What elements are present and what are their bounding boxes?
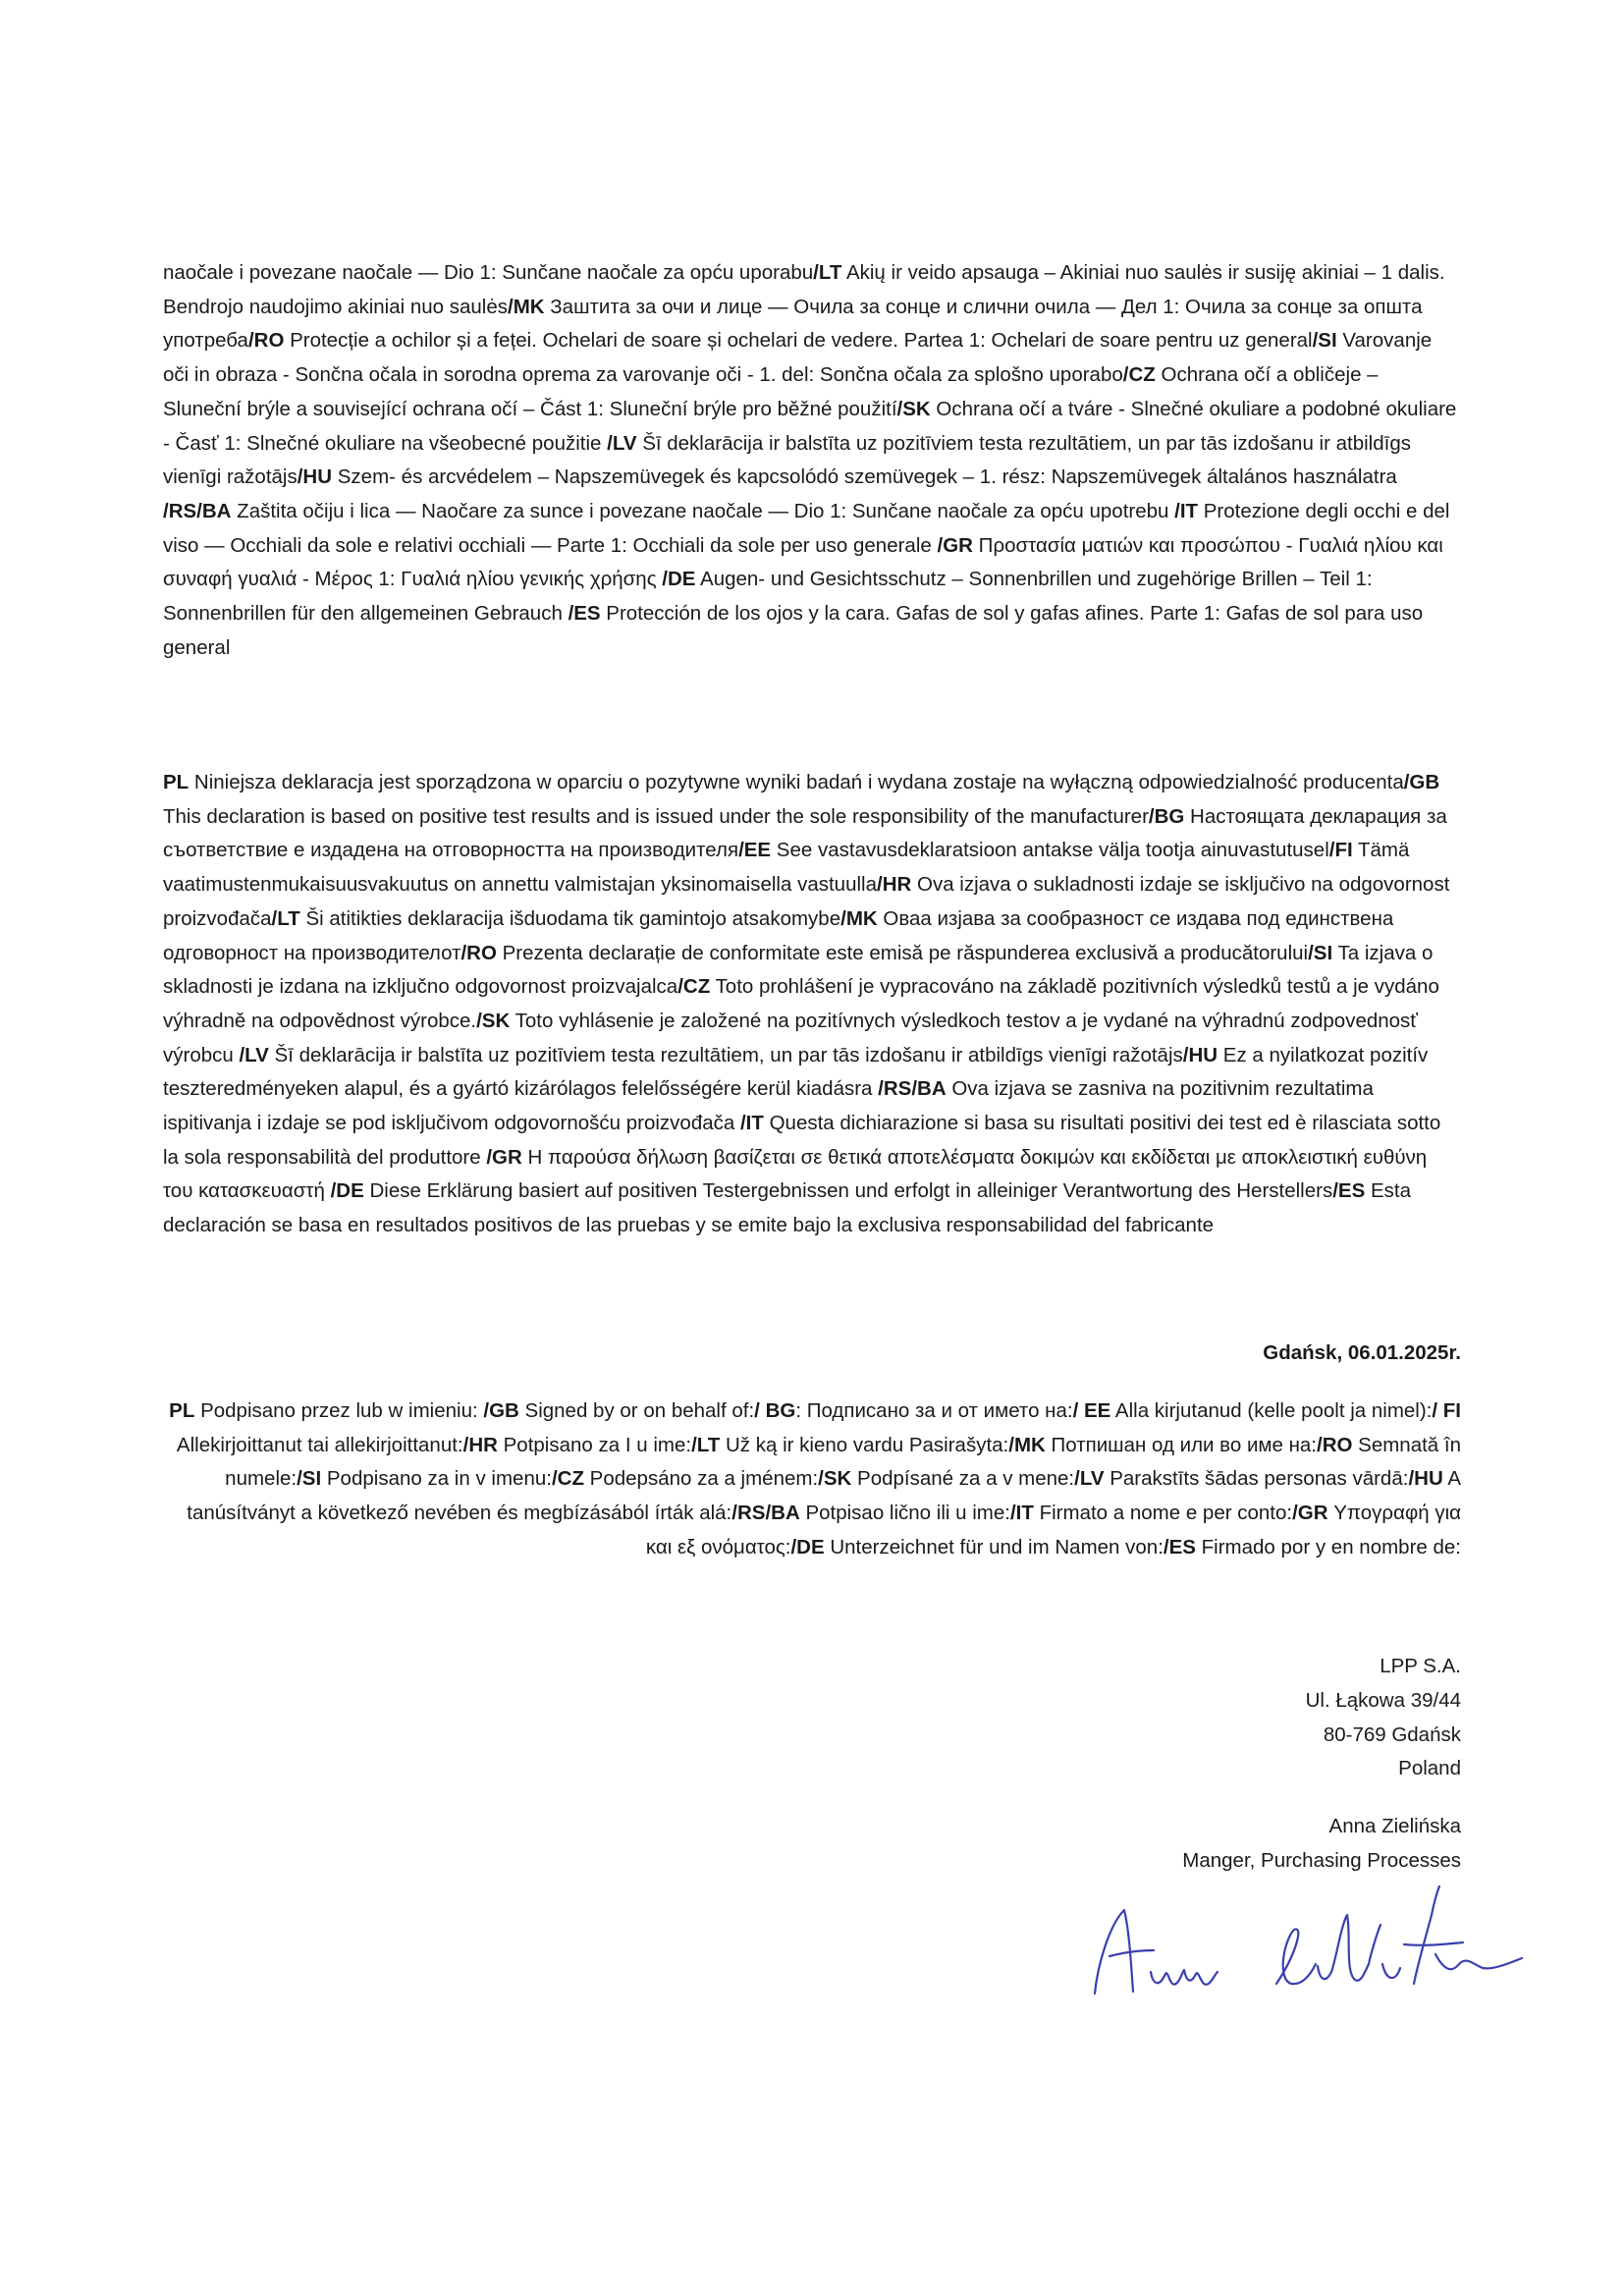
declaration-lang-code: /DE	[330, 1179, 364, 1203]
declaration-text: Ta izjava o skladnosti je izdana na izključno odgovornost proizvajalca	[163, 941, 1434, 999]
standards-paragraph	[163, 256, 1461, 665]
declaration-text: Ova izjava se zasniva na pozitivnim rezultatima ispitivanja i izdaje se pod isključivom odgovornošću proizvođača	[163, 1077, 1374, 1135]
declaration-lang-code: PL	[163, 771, 189, 793]
signed-by-text: Potpisao lično ili u ime:	[799, 1502, 1010, 1525]
declaration-lang-code: /CZ	[677, 975, 711, 999]
standard-text: Szem- és arcvédelem – Napszemüvegek és kapcsolódó szemüvegek – 1. rész: Napszemüvegek általános használatra	[332, 465, 1397, 489]
declaration-lang-code: /IT	[739, 1112, 764, 1135]
standard-text: Augen- und Gesichtsschutz – Sonnenbrillen und zugehörige Brillen – Teil 1: Sonnenbrillen für den allgemeinen Gebrauch	[163, 568, 1373, 626]
signed-by-lang-code: / EE	[1072, 1399, 1111, 1422]
signature-stroke-first-name	[1095, 1910, 1218, 1994]
declaration-lang-code: /ES	[1332, 1179, 1366, 1203]
declaration-text: Questa dichiarazione si basa su risultati positivi dei test ed è rilasciata sotto la sola responsabilità del produttore	[163, 1112, 1441, 1169]
declaration-text: Niniejsza deklaracja jest sporządzona w oparciu o pozytywne wyniki badań i wydana zostaje na wyłączną odpowiedzialność producenta	[189, 771, 1404, 793]
signature-stroke-last-name	[1276, 1886, 1522, 1984]
standard-lang-code: /ES	[568, 602, 601, 626]
declaration-text: Ova izjava o sukladnosti izdaje se isključivo na odgovornost proizvođača	[163, 873, 1450, 930]
standard-lang-code: /SI	[1312, 329, 1337, 353]
signed-by-lang-code: /HR	[462, 1433, 498, 1456]
declaration-lang-code: /GR	[486, 1145, 522, 1169]
signed-by-text: A tanúsítványt a következő nevében és megbízásából írták alá:	[187, 1467, 1461, 1525]
declaration-text: Настоящата декларация за съответствие е издадена на отговорността на производителя	[163, 804, 1447, 862]
declaration-text: See vastavusdeklaratsioon antakse välja tootja ainuvastutusel	[771, 839, 1329, 862]
signed-by-lang-code: /RO	[1317, 1433, 1353, 1456]
signed-by-lang-code: / BG	[754, 1399, 796, 1422]
standard-lang-code: /LT	[813, 261, 842, 284]
declaration-text: Ez a nyilatkozat pozitív teszteredményeken alapul, és a gyártó kizárólagos felelősségére kerül kiadásra	[163, 1043, 1429, 1101]
handwritten-signature	[1070, 1886, 1532, 2023]
signed-by-text: Podpisano przez lub w imieniu:	[194, 1399, 484, 1422]
standard-lang-code: /SK	[896, 397, 931, 420]
signed-by-lang-code: / FI	[1432, 1399, 1461, 1422]
signed-by-lang-code: /LV	[1074, 1467, 1105, 1491]
declaration-text: Оваа изјава за сообразност се издава под единствена одговорност на производителот	[163, 906, 1394, 964]
standard-lang-code: /MK	[508, 295, 545, 318]
declaration-lang-code: /EE	[738, 839, 772, 862]
standard-lang-code: /RS/BA	[163, 499, 232, 522]
declaration-text: Toto prohlášení je vypracováno na základě pozitivních výsledků testů a je vydáno výhradně na odpovědnost výrobce.	[163, 975, 1439, 1032]
standard-lang-code: /GR	[937, 533, 973, 557]
declaration-text: Tämä vaatimustenmukaisuusvakuutus on annettu valmistajan yksinomaisella vastuulla	[163, 839, 1410, 897]
declaration-lang-code: /LT	[271, 906, 300, 930]
signed-by-text: Podpísané za a v mene:	[851, 1467, 1075, 1491]
standard-text: Ochrana očí a tváre - Slnečné okuliare a podobné okuliare - Časť 1: Slnečné okuliare na všeobecné použitie	[163, 397, 1457, 455]
signed-by-lang-code: /DE	[790, 1535, 825, 1558]
standard-lang-code: /LV	[607, 431, 637, 455]
declaration-lang-code: /SI	[1308, 941, 1333, 964]
standard-text: Protecție a ochilor și a feței. Ochelari de soare și ochelari de vedere. Partea 1: Ochelari de soare pentru uz general	[284, 329, 1313, 353]
declaration-lang-code: /GB	[1403, 771, 1440, 793]
signed-by-lang-code: PL	[169, 1399, 195, 1422]
signatory-title: Manger, Purchasing Processes	[1182, 1848, 1461, 1872]
signed-by-text: Potpisano za I u ime:	[497, 1433, 692, 1456]
declaration-lang-code: /RS/BA	[878, 1077, 947, 1101]
signed-by-lang-code: /ES	[1163, 1535, 1196, 1558]
signed-by-text: Alla kirjutanud (kelle poolt ja nimel):	[1110, 1399, 1433, 1422]
declaration-text: Prezenta declarație de conformitate este emisă pe răspunderea exclusivă a producătorului	[496, 941, 1309, 964]
standard-text: Protección de los ojos y la cara. Gafas de sol y gafas afines. Parte 1: Gafas de sol para uso general	[163, 602, 1424, 659]
standard-text: Заштита за очи и лице — Очила за сонце и слични очила — Дел 1: Очила за сонце за општа употреба	[163, 295, 1423, 353]
declaration-lang-code: /HU	[1182, 1043, 1218, 1066]
company-country: Poland	[1398, 1757, 1461, 1780]
declaration-text: H παρούσα δήλωση βασίζεται σε θετικά αποτελέσματα δοκιμών και εκδίδεται με αποκλειστική ευθύνη του κατασκευαστή	[163, 1145, 1428, 1203]
signed-by-text: Unterzeichnet für und im Namen von:	[824, 1535, 1164, 1558]
standard-text: Προστασία ματιών και προσώπου - Γυαλιά ηλίου και συναφή γυαλιά - Μέρος 1: Γυαλιά ηλίου γενικής χρήσης	[163, 533, 1443, 591]
standard-lang-code: /DE	[662, 568, 696, 591]
signed-by-text: Потпишан од или во име на:	[1045, 1433, 1317, 1456]
signed-by-lang-code: /CZ	[551, 1467, 584, 1491]
standard-text: Ochrana očí a obličeje – Sluneční brýle a související ochrana očí – Část 1: Sluneční brýle pro běžné použití	[163, 363, 1379, 420]
signed-by-lang-code: /IT	[1009, 1502, 1034, 1525]
declaration-lang-code: /SK	[476, 1009, 511, 1032]
standard-text: Protezione degli occhi e del viso — Occhiali da sole e relativi occhiali — Parte 1: Occhiali da sole per uso generale	[163, 499, 1450, 557]
signed-by-text: Už ką ir kieno vardu Pasirašyta:	[720, 1433, 1009, 1456]
company-street: Ul. Łąkowa 39/44	[1305, 1688, 1461, 1712]
declaration-lang-code: /HR	[877, 873, 912, 897]
signed-by-text: Allekirjoittanut tai allekirjoittanut:	[176, 1433, 463, 1456]
company-city: 80-769 Gdańsk	[1323, 1722, 1461, 1746]
signed-by-text: : Подписано за и от името на:	[795, 1399, 1073, 1422]
company-address	[1306, 1650, 1461, 1786]
declaration-lang-code: /BG	[1148, 804, 1185, 828]
standard-text: Šī deklarācija ir balstīta uz pozitīviem testa rezultātiem, un par tās izdošanu ir atbildīgs vienīgi ražotājs	[163, 431, 1411, 489]
declaration-lang-code: /MK	[840, 906, 878, 930]
signed-by-lang-code: /GR	[1292, 1502, 1328, 1525]
signed-by-text: Firmato a nome e per conto:	[1033, 1502, 1293, 1525]
signed-by-lang-code: /SI	[297, 1467, 322, 1491]
standard-text: Akių ir veido apsauga – Akiniai nuo saulės ir susiję akiniai – 1 dalis. Bendrojo naudojimo akiniai nuo saulės	[163, 261, 1445, 318]
signed-by-lang-code: /LT	[691, 1433, 721, 1456]
signed-by-text: Podpisano za in v imenu:	[321, 1467, 552, 1491]
signed-by-text: Podepsáno za a jménem:	[583, 1467, 819, 1491]
declaration-text: This declaration is based on positive test results and is issued under the sole responsibility of the manufacturer	[163, 804, 1149, 828]
standard-lang-code: /CZ	[1122, 363, 1156, 387]
signed-by-text: Semnată în numele:	[225, 1433, 1461, 1491]
declaration-lang-code: /LV	[239, 1043, 269, 1066]
signed-by-lang-code: /GB	[483, 1399, 519, 1422]
place-date: Gdańsk, 06.01.2025r.	[1263, 1341, 1461, 1364]
standard-text: Varovanje oči in obraza - Sončna očala in sorodna oprema za varovanje oči - 1. del: Sončna očala za splošno uporabo	[163, 329, 1433, 387]
declaration-text: Šī deklarācija ir balstīta uz pozitīviem testa rezultātiem, un par tās izdošanu ir atbildīgs vienīgi ražotājs	[268, 1043, 1183, 1066]
declaration-paragraph	[163, 766, 1461, 1243]
standard-lang-code: /IT	[1174, 499, 1199, 522]
signed-by-text: Signed by or on behalf of:	[518, 1399, 755, 1422]
signed-by-lang-code: /SK	[818, 1467, 852, 1491]
declaration-text: Ši atitikties deklaracija išduodama tik gamintojo atsakomybe	[299, 906, 841, 930]
standard-text: Zaštita očiju i lica — Naočare za sunce i povezane naočale — Dio 1: Sunčane naočale za opću upotrebu	[231, 499, 1175, 522]
standard-lang-code: /RO	[247, 329, 285, 353]
declaration-lang-code: /RO	[460, 941, 497, 964]
declaration-lang-code: /FI	[1328, 839, 1353, 862]
declaration-text: Toto vyhlásenie je založené na pozitívnych výsledkoch testov a je vydané na výhradnú zodpovednosť výrobcu	[163, 1009, 1418, 1066]
declaration-text: Esta declaración se basa en resultados positivos de las pruebas y se emite bajo la exclusiva responsabilidad del fabricante	[163, 1179, 1411, 1237]
standard-lang-code: /HU	[297, 465, 333, 489]
standard-text: naočale i povezane naočale — Dio 1: Sunčane naočale za opću uporabu	[163, 261, 814, 284]
signed-by-lang-code: /RS/BA	[731, 1502, 800, 1525]
signed-by-paragraph	[163, 1394, 1461, 1565]
signed-by-text: Parakstīts šādas personas vārdā:	[1104, 1467, 1409, 1491]
signed-by-text: Υπογραφή για και εξ ονόματος:	[645, 1502, 1461, 1558]
signed-by-lang-code: /MK	[1008, 1433, 1046, 1456]
signed-by-lang-code: /HU	[1408, 1467, 1443, 1491]
declaration-text: Diese Erklärung basiert auf positiven Testergebnissen und erfolgt in alleiniger Verantwortung des Herstellers	[363, 1179, 1333, 1203]
signatory-name: Anna Zielińska	[1328, 1815, 1461, 1837]
signed-by-text: Firmado por y en nombre de:	[1195, 1535, 1461, 1558]
signatory-block	[1182, 1810, 1461, 1879]
company-name: LPP S.A.	[1380, 1655, 1461, 1677]
